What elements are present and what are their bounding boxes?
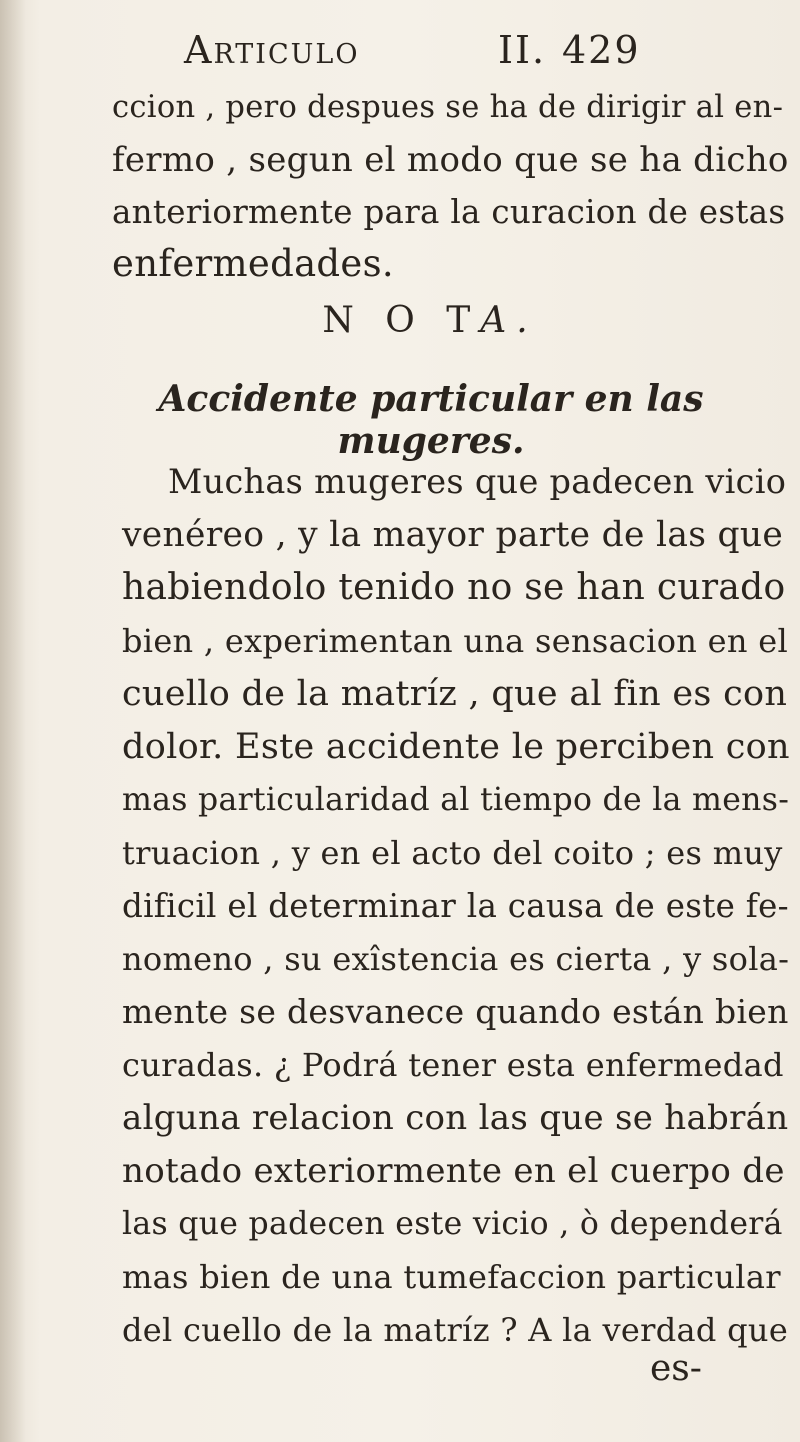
nota-heading-suffix: A.: [480, 300, 538, 341]
body-line-9: dificil el determinar la causa de este fe-: [122, 887, 789, 925]
continuation-line-1: ccion , pero despues se ha de dirigir al en-: [112, 90, 784, 125]
body-line-5: cuello de la matríz , que al fin es con: [122, 674, 788, 714]
running-head-article-number: II.: [498, 28, 547, 72]
nota-heading-prefix: N O T: [322, 300, 481, 341]
body-line-15: las que padecen este vicio , ò dependerá: [122, 1206, 783, 1242]
page-number: 429: [562, 28, 641, 72]
body-line-7: mas particularidad al tiempo de la mens-: [122, 782, 790, 818]
continuation-line-4: enfermedades.: [112, 242, 394, 285]
body-line-13: alguna relacion con las que se habrán: [122, 1098, 789, 1138]
gutter-shadow: [0, 0, 26, 1442]
section-subheading: Accidente particular en las mugeres.: [158, 378, 704, 462]
body-line-14: notado exteriormente en el cuerpo de: [122, 1151, 785, 1191]
body-line-8: truacion , y en el acto del coito ; es muy: [122, 834, 783, 872]
body-line-11: mente se desvanece quando están bien: [122, 992, 789, 1031]
body-line-2: venéreo , y la mayor parte de las que: [122, 515, 784, 555]
nota-heading: [0, 300, 800, 341]
body-line-10: nomeno , su exîstencia es cierta , y sola-: [122, 940, 790, 978]
body-line-6: dolor. Este accidente le perciben con: [122, 727, 790, 767]
running-head: [150, 28, 710, 78]
continuation-line-3: anteriormente para la curacion de estas: [112, 193, 786, 231]
body-line-4: bien , experimentan una sensacion en el: [122, 622, 789, 660]
body-line-17: del cuello de la matríz ? A la verdad que: [122, 1311, 789, 1349]
body-line-16: mas bien de una tumefaccion particular: [122, 1258, 781, 1296]
body-line-3: habiendolo tenido no se han curado: [122, 567, 786, 608]
catchword: es-: [650, 1348, 702, 1389]
continuation-line-2: fermo , segun el modo que se ha dicho: [112, 140, 789, 180]
body-line-12: curadas. ¿ Podrá tener esta enfermedad: [122, 1046, 784, 1084]
running-head-title: Articulo: [184, 28, 360, 72]
body-line-1: Muchas mugeres que padecen vicio: [168, 462, 787, 501]
